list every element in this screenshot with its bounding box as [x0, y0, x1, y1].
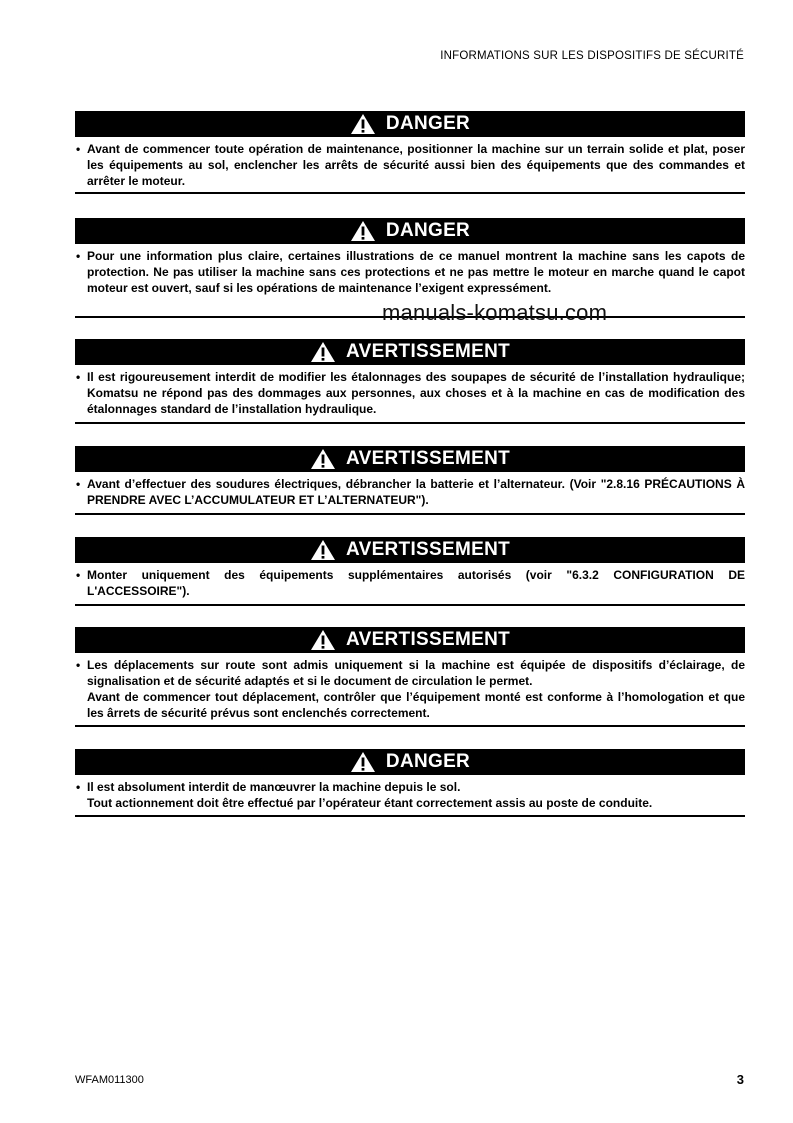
notice-label: DANGER: [385, 751, 471, 772]
section-divider: [75, 815, 745, 817]
notice-header-bar: [75, 339, 745, 365]
notice-body: [75, 653, 745, 721]
notice-paragraph: Il est absolument interdit de manœuvrer la machine depuis le sol.: [87, 780, 461, 794]
notice-header-bar: [75, 749, 745, 775]
notice-label: DANGER: [385, 220, 471, 241]
notice-body: [75, 244, 745, 296]
notice-paragraph: Avant de commencer toute opération de maintenance, positionner la machine sur un terrain solide et plat, poser les équipements au sol, enclencher les arrêts de sécurité aussi bien des équipements que des commandes et arrêter le moteur.: [87, 142, 745, 188]
bullet-icon: •: [76, 477, 81, 491]
safety-notice-warning: [75, 537, 745, 599]
safety-notice-warning: [75, 446, 745, 508]
notice-header-bar: [75, 446, 745, 472]
notice-header-bar: [75, 111, 745, 137]
bullet-icon: •: [76, 780, 81, 794]
bullet-icon: •: [76, 370, 81, 384]
page-number: 3: [736, 1072, 744, 1087]
document-code: WFAM011300: [75, 1074, 144, 1086]
bullet-icon: •: [76, 249, 81, 263]
notice-label: AVERTISSEMENT: [345, 448, 510, 469]
notice-paragraph: Avant d’effectuer des soudures électriques, débrancher la batterie et l’alternateur. (Voir "2.8.16 PRÉCAUTIONS À PRENDRE AVEC L’ACCUMULATEUR ET L’ALTERNATEUR").: [87, 477, 745, 507]
notice-paragraph: Pour une information plus claire, certaines illustrations de ce manuel montrent la machine sans les capots de protection. Ne pas utiliser la machine sans ces protections et ne pas mettre le moteur en marche quand le capot moteur est ouvert, sauf si les opérations de maintenance l’exigent expressément.: [87, 249, 745, 295]
section-divider: [75, 513, 745, 515]
section-divider: [75, 422, 745, 424]
notice-label: AVERTISSEMENT: [345, 629, 510, 650]
bullet-icon: •: [76, 658, 81, 672]
bullet-icon: •: [76, 568, 81, 582]
warning-triangle-icon: [310, 539, 336, 561]
notice-body: [75, 365, 745, 417]
warning-triangle-icon: [310, 629, 336, 651]
warning-triangle-icon: [350, 751, 376, 773]
safety-notice-warning: [75, 627, 745, 721]
notice-body: [75, 472, 745, 508]
notice-header-bar: [75, 218, 745, 244]
safety-notice-warning: [75, 339, 745, 417]
notice-header-bar: [75, 627, 745, 653]
safety-notice-danger: [75, 111, 745, 189]
safety-notice-danger: [75, 218, 745, 296]
notice-paragraph: Monter uniquement des équipements supplémentaires autorisés (voir "6.3.2 CONFIGURATION DE L'ACCESSOIRE").: [87, 568, 745, 598]
watermark: manuals-komatsu.com: [382, 300, 608, 325]
notice-paragraph: Les déplacements sur route sont admis uniquement si la machine est équipée de dispositifs d’éclairage, de signalisation et de sécurité adaptés et si le document de circulation le permet.: [87, 658, 745, 688]
running-header: INFORMATIONS SUR LES DISPOSITIFS DE SÉCURITÉ: [440, 50, 744, 62]
section-divider: [75, 604, 745, 606]
warning-triangle-icon: [310, 448, 336, 470]
notice-paragraph: Tout actionnement doit être effectué par l’opérateur étant correctement assis au poste de conduite.: [87, 796, 653, 810]
section-divider: [75, 192, 745, 194]
notice-body: [75, 775, 745, 811]
warning-triangle-icon: [350, 113, 376, 135]
notice-header-bar: [75, 537, 745, 563]
notice-label: AVERTISSEMENT: [345, 341, 510, 362]
notice-paragraph: Avant de commencer tout déplacement, contrôler que l’équipement monté est conforme à l’homologation et que les ârrets de sécurité prévus sont enclenchés correctement.: [87, 690, 745, 720]
safety-notice-danger: [75, 749, 745, 811]
notice-paragraph: Il est rigoureusement interdit de modifier les étalonnages des soupapes de sécurité de l’installation hydraulique; Komatsu ne répond pas des dommages aux personnes, aux choses et à la machine en cas de modification des étalonnages standard de l’installation hydraulique.: [87, 370, 745, 416]
notice-label: DANGER: [385, 113, 471, 134]
notice-body: [75, 563, 745, 599]
notice-body: [75, 137, 745, 189]
section-divider: [75, 725, 745, 727]
warning-triangle-icon: [310, 341, 336, 363]
notice-label: AVERTISSEMENT: [345, 539, 510, 560]
bullet-icon: •: [76, 142, 81, 156]
warning-triangle-icon: [350, 220, 376, 242]
